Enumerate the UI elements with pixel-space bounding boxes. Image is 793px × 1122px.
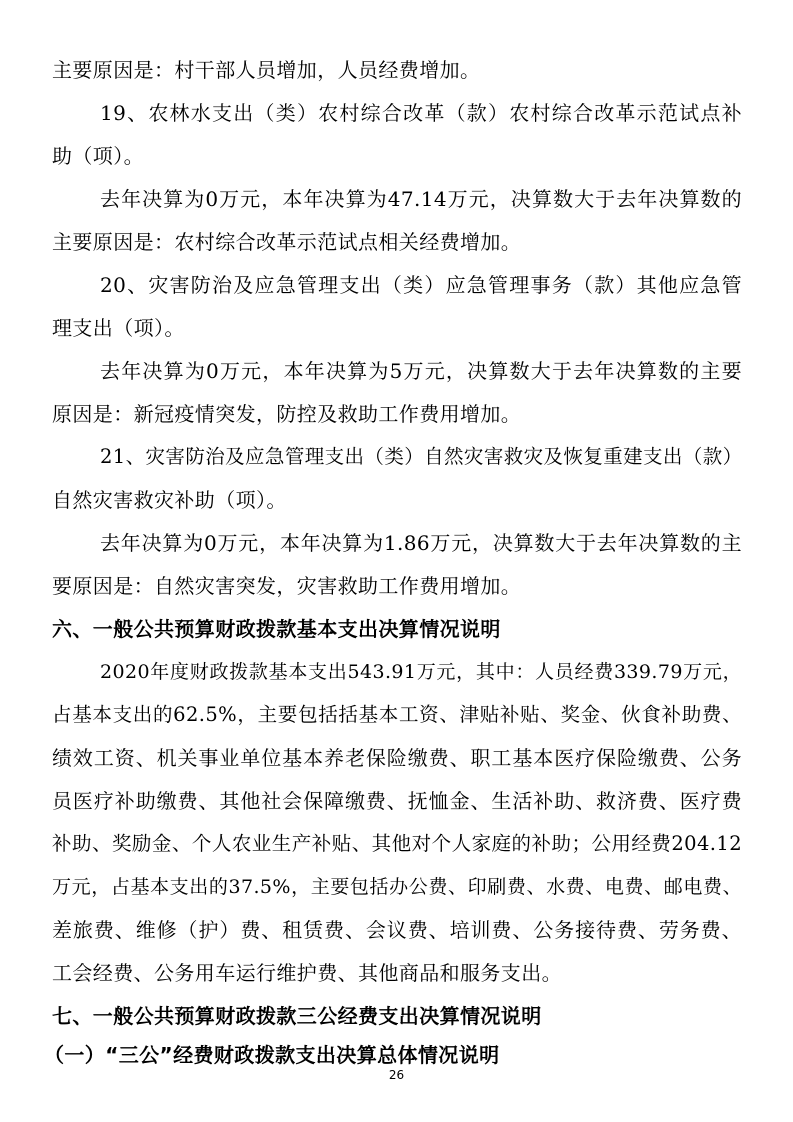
text-line: 2020年度财政拨款基本支出543.91万元，其中：人员经费339.79万元， (100, 661, 742, 683)
text-line: 差旅费、维修（护）费、租赁费、会议费、培训费、公务接待费、劳务费、 (52, 918, 742, 942)
text-line: 补助、奖励金、个人农业生产补贴、其他对个人家庭的补助；公用经费204.12 (52, 832, 742, 855)
section-heading: 六、一般公共预算财政拨款基本支出决算情况说明 (52, 617, 501, 641)
text-line: 要原因是：自然灾害突发，灾害救助工作费用增加。 (52, 574, 522, 598)
subsection-heading: （一）“三公”经费财政拨款支出决算总体情况说明 (44, 1043, 500, 1067)
text-line: 去年决算为0万元，本年决算为1.86万元，决算数大于去年决算数的主 (100, 531, 742, 555)
text-line: 绩效工资、机关事业单位基本养老保险缴费、职工基本医疗保险缴费、公务 (52, 746, 742, 770)
text-line: 万元，占基本支出的37.5%，主要包括办公费、印刷费、水费、电费、邮电费、 (52, 876, 742, 898)
text-line: 员医疗补助缴费、其他社会保障缴费、抚恤金、生活补助、救济费、医疗费 (52, 789, 742, 813)
text-line: 原因是：新冠疫情突发，防控及救助工作费用增加。 (52, 402, 522, 426)
text-line: 21、灾害防治及应急管理支出（类）自然灾害救灾及恢复重建支出（款） (100, 445, 743, 468)
page-number: 26 (388, 1068, 405, 1082)
text-line: 主要原因是：村干部人员增加，人员经费增加。 (52, 58, 481, 82)
text-line: 占基本支出的62.5%，主要包括括基本工资、津贴补贴、奖金、伙食补助费、 (52, 703, 742, 726)
text-line: 去年决算为0万元，本年决算为47.14万元，决算数大于去年决算数的 (100, 187, 742, 211)
text-line: 助（项）。 (52, 144, 144, 168)
text-line: 19、农林水支出（类）农村综合改革（款）农村综合改革示范试点补 (100, 101, 742, 125)
text-line: 工会经费、公务用车运行维护费、其他商品和服务支出。 (52, 961, 562, 985)
text-line: 理支出（项）。 (52, 316, 185, 340)
text-line: 20、灾害防治及应急管理支出（类）应急管理事务（款）其他应急管 (100, 273, 742, 297)
text-line: 去年决算为0万元，本年决算为5万元，决算数大于去年决算数的主要 (100, 359, 742, 383)
section-heading: 七、一般公共预算财政拨款三公经费支出决算情况说明 (52, 1004, 542, 1028)
text-line: 主要原因是：农村综合改革示范试点相关经费增加。 (52, 230, 522, 254)
text-line: 自然灾害救灾补助（项）。 (52, 488, 287, 512)
